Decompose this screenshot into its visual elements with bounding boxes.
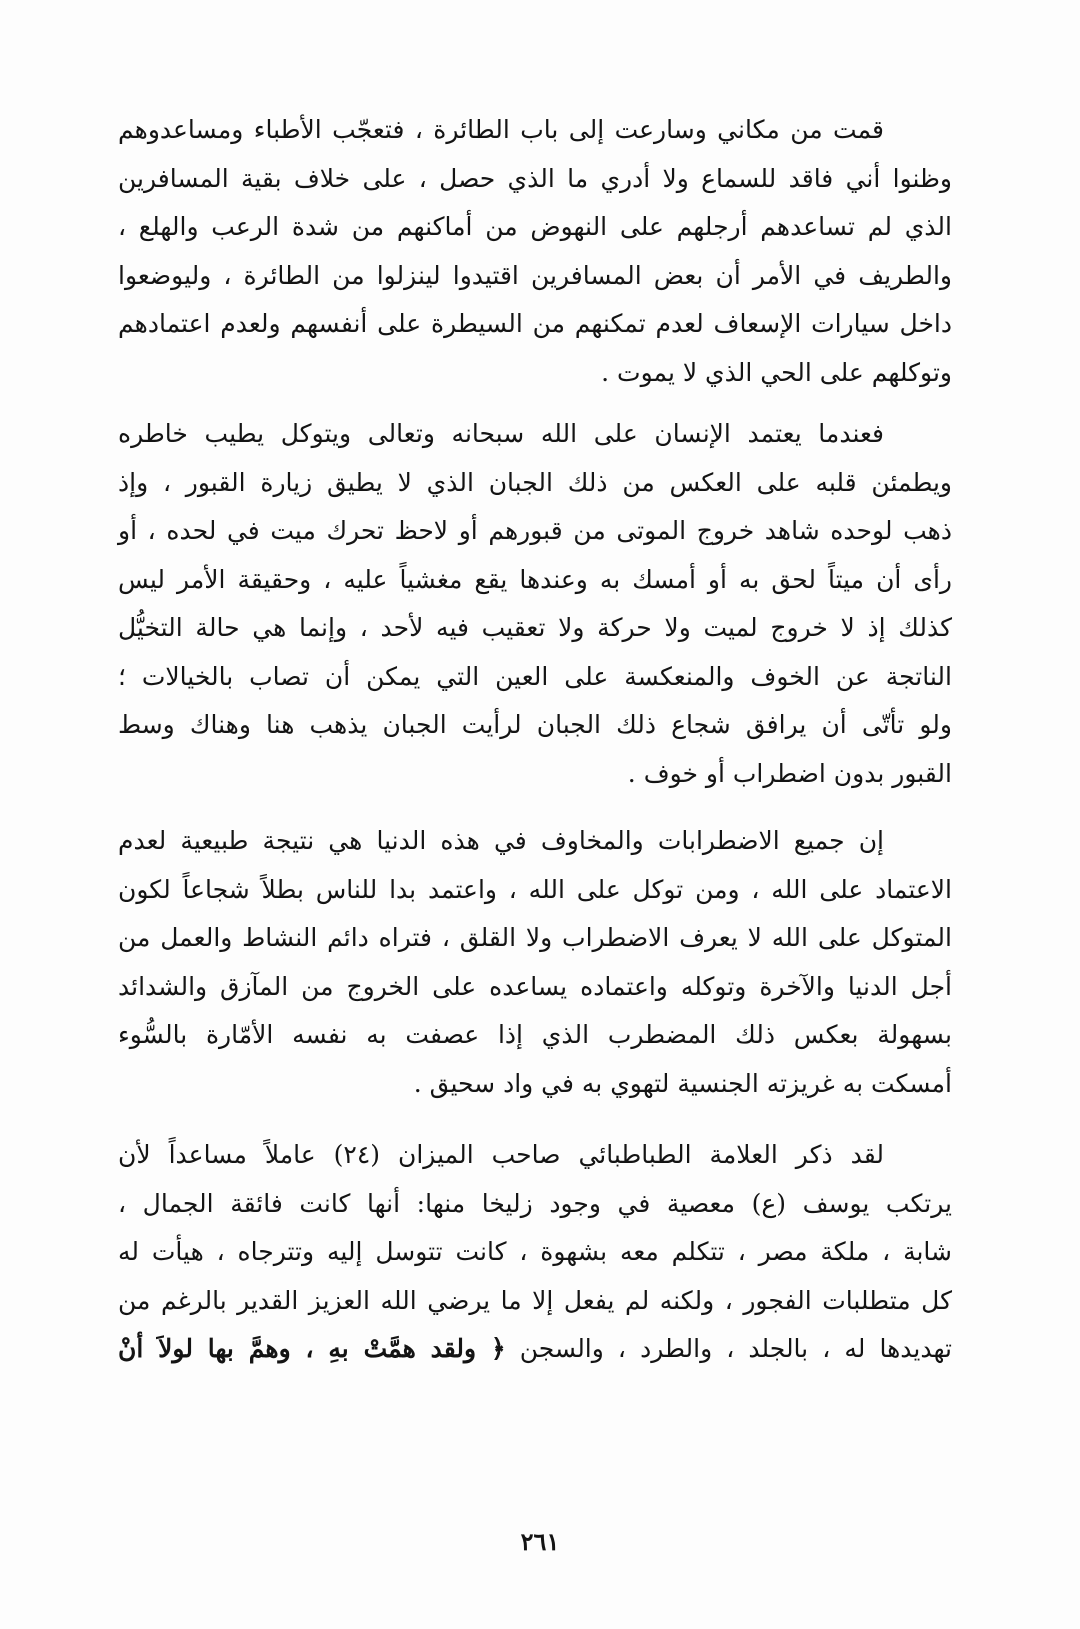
text-line: فعندما يعتمد الإنسان على الله سبحانه وتعالى ويتوكل يطيب خاطره bbox=[118, 419, 884, 448]
text-line: الناتجة عن الخوف والمنعكسة على العين التي يمكن أن تصاب بالخيالات ؛ bbox=[118, 661, 952, 691]
paragraph-1 bbox=[118, 106, 952, 397]
text-line: كذلك إذ لا خروج لميت ولا حركة ولا تعقيب فيه لأحد ، وإنما هي حالة التخيُّل bbox=[118, 613, 952, 642]
text-line: والطريف في الأمر أن بعض المسافرين اقتيدوا لينزلوا من الطائرة ، وليوضعوا bbox=[118, 260, 952, 290]
text-line: قمت من مكاني وسارعت إلى باب الطائرة ، فتعجّب الأطباء ومساعدوهم bbox=[118, 115, 884, 144]
text-line: أمسكت به غريزته الجنسية لتهوي به في واد سحيق . bbox=[413, 1068, 952, 1098]
text-line: القبور بدون اضطراب أو خوف . bbox=[627, 758, 952, 788]
text-line: الذي لم تساعدهم أرجلهم على النهوض من أماكنهم من شدة الرعب والهلع ، bbox=[118, 212, 952, 241]
text-line: داخل سيارات الإسعاف لعدم تمكنهم من السيطرة على أنفسهم ولعدم اعتمادهم bbox=[118, 309, 952, 338]
text-line: وظنوا أني فاقد للسماع ولا أدري ما الذي حصل ، على خلاف بقية المسافرين bbox=[118, 163, 952, 193]
paragraph-3 bbox=[118, 817, 952, 1108]
paragraph-2 bbox=[118, 410, 952, 798]
text-line: ولو تأتّى أن يرافق شجاع ذلك الجبان لرأيت الجبان يذهب هنا وهناك وسط bbox=[118, 710, 952, 739]
text-line: الاعتماد على الله ، ومن توكل على الله ، واعتمد بدا للناس بطلاً شجاعاً لكون bbox=[118, 874, 952, 904]
text-segment: تهديدها له ، بالجلد ، والطرد ، والسجن bbox=[519, 1334, 952, 1363]
paragraph-4 bbox=[118, 1131, 952, 1374]
text-line: أجل الدنيا والآخرة وتوكله واعتماده يساعده على الخروج من المآزق والشدائد bbox=[118, 971, 952, 1001]
quran-quote: ﴿ ولقد همَّتْ بهِ ، وهمَّ بها لولاَ أنْ bbox=[118, 1334, 506, 1363]
text-line: المتوكل على الله لا يعرف الاضطراب ولا القلق ، فتراه دائم النشاط والعمل من bbox=[118, 923, 952, 952]
text-line: يرتكب يوسف (ع) معصية في وجود زليخا منها: أنها كانت فائقة الجمال ، bbox=[118, 1188, 952, 1218]
text-line-with-quran-quote bbox=[118, 1325, 952, 1374]
text-line: رأى أن ميتاً لحق به أو أمسك به وعندها يقع مغشياً عليه ، وحقيقة الأمر ليس bbox=[118, 564, 952, 594]
text-line: شابة ، ملكة مصر ، تتكلم معه بشهوة ، كانت تتوسل إليه وتترجاه ، هيأت له bbox=[118, 1237, 952, 1266]
text-line: كل متطلبات الفجور ، ولكنه لم يفعل إلا ما يرضي الله العزيز القدير بالرغم من bbox=[118, 1285, 952, 1315]
page-number: ٢٦١ bbox=[520, 1527, 560, 1556]
text-line: إن جميع الاضطرابات والمخاوف في هذه الدنيا هي نتيجة طبيعية لعدم bbox=[118, 826, 884, 855]
text-line: وتوكلهم على الحي الذي لا يموت . bbox=[601, 357, 952, 387]
text-line: بسهولة بعكس ذلك المضطرب الذي إذا عصفت به نفسه الأمّارة بالسُّوء bbox=[118, 1020, 952, 1049]
text-line: لقد ذكر العلامة الطباطبائي صاحب الميزان (٢٤) عاملاً مساعداً لأن bbox=[118, 1140, 884, 1169]
text-line: ذهب لوحده شاهد خروج الموتى من قبورهم أو لاحظ تحرك ميت في لحده ، أو bbox=[118, 516, 952, 545]
text-line: ويطمئن قلبه على العكس من ذلك الجبان الذي لا يطيق زيارة القبور ، وإذ bbox=[118, 467, 952, 497]
